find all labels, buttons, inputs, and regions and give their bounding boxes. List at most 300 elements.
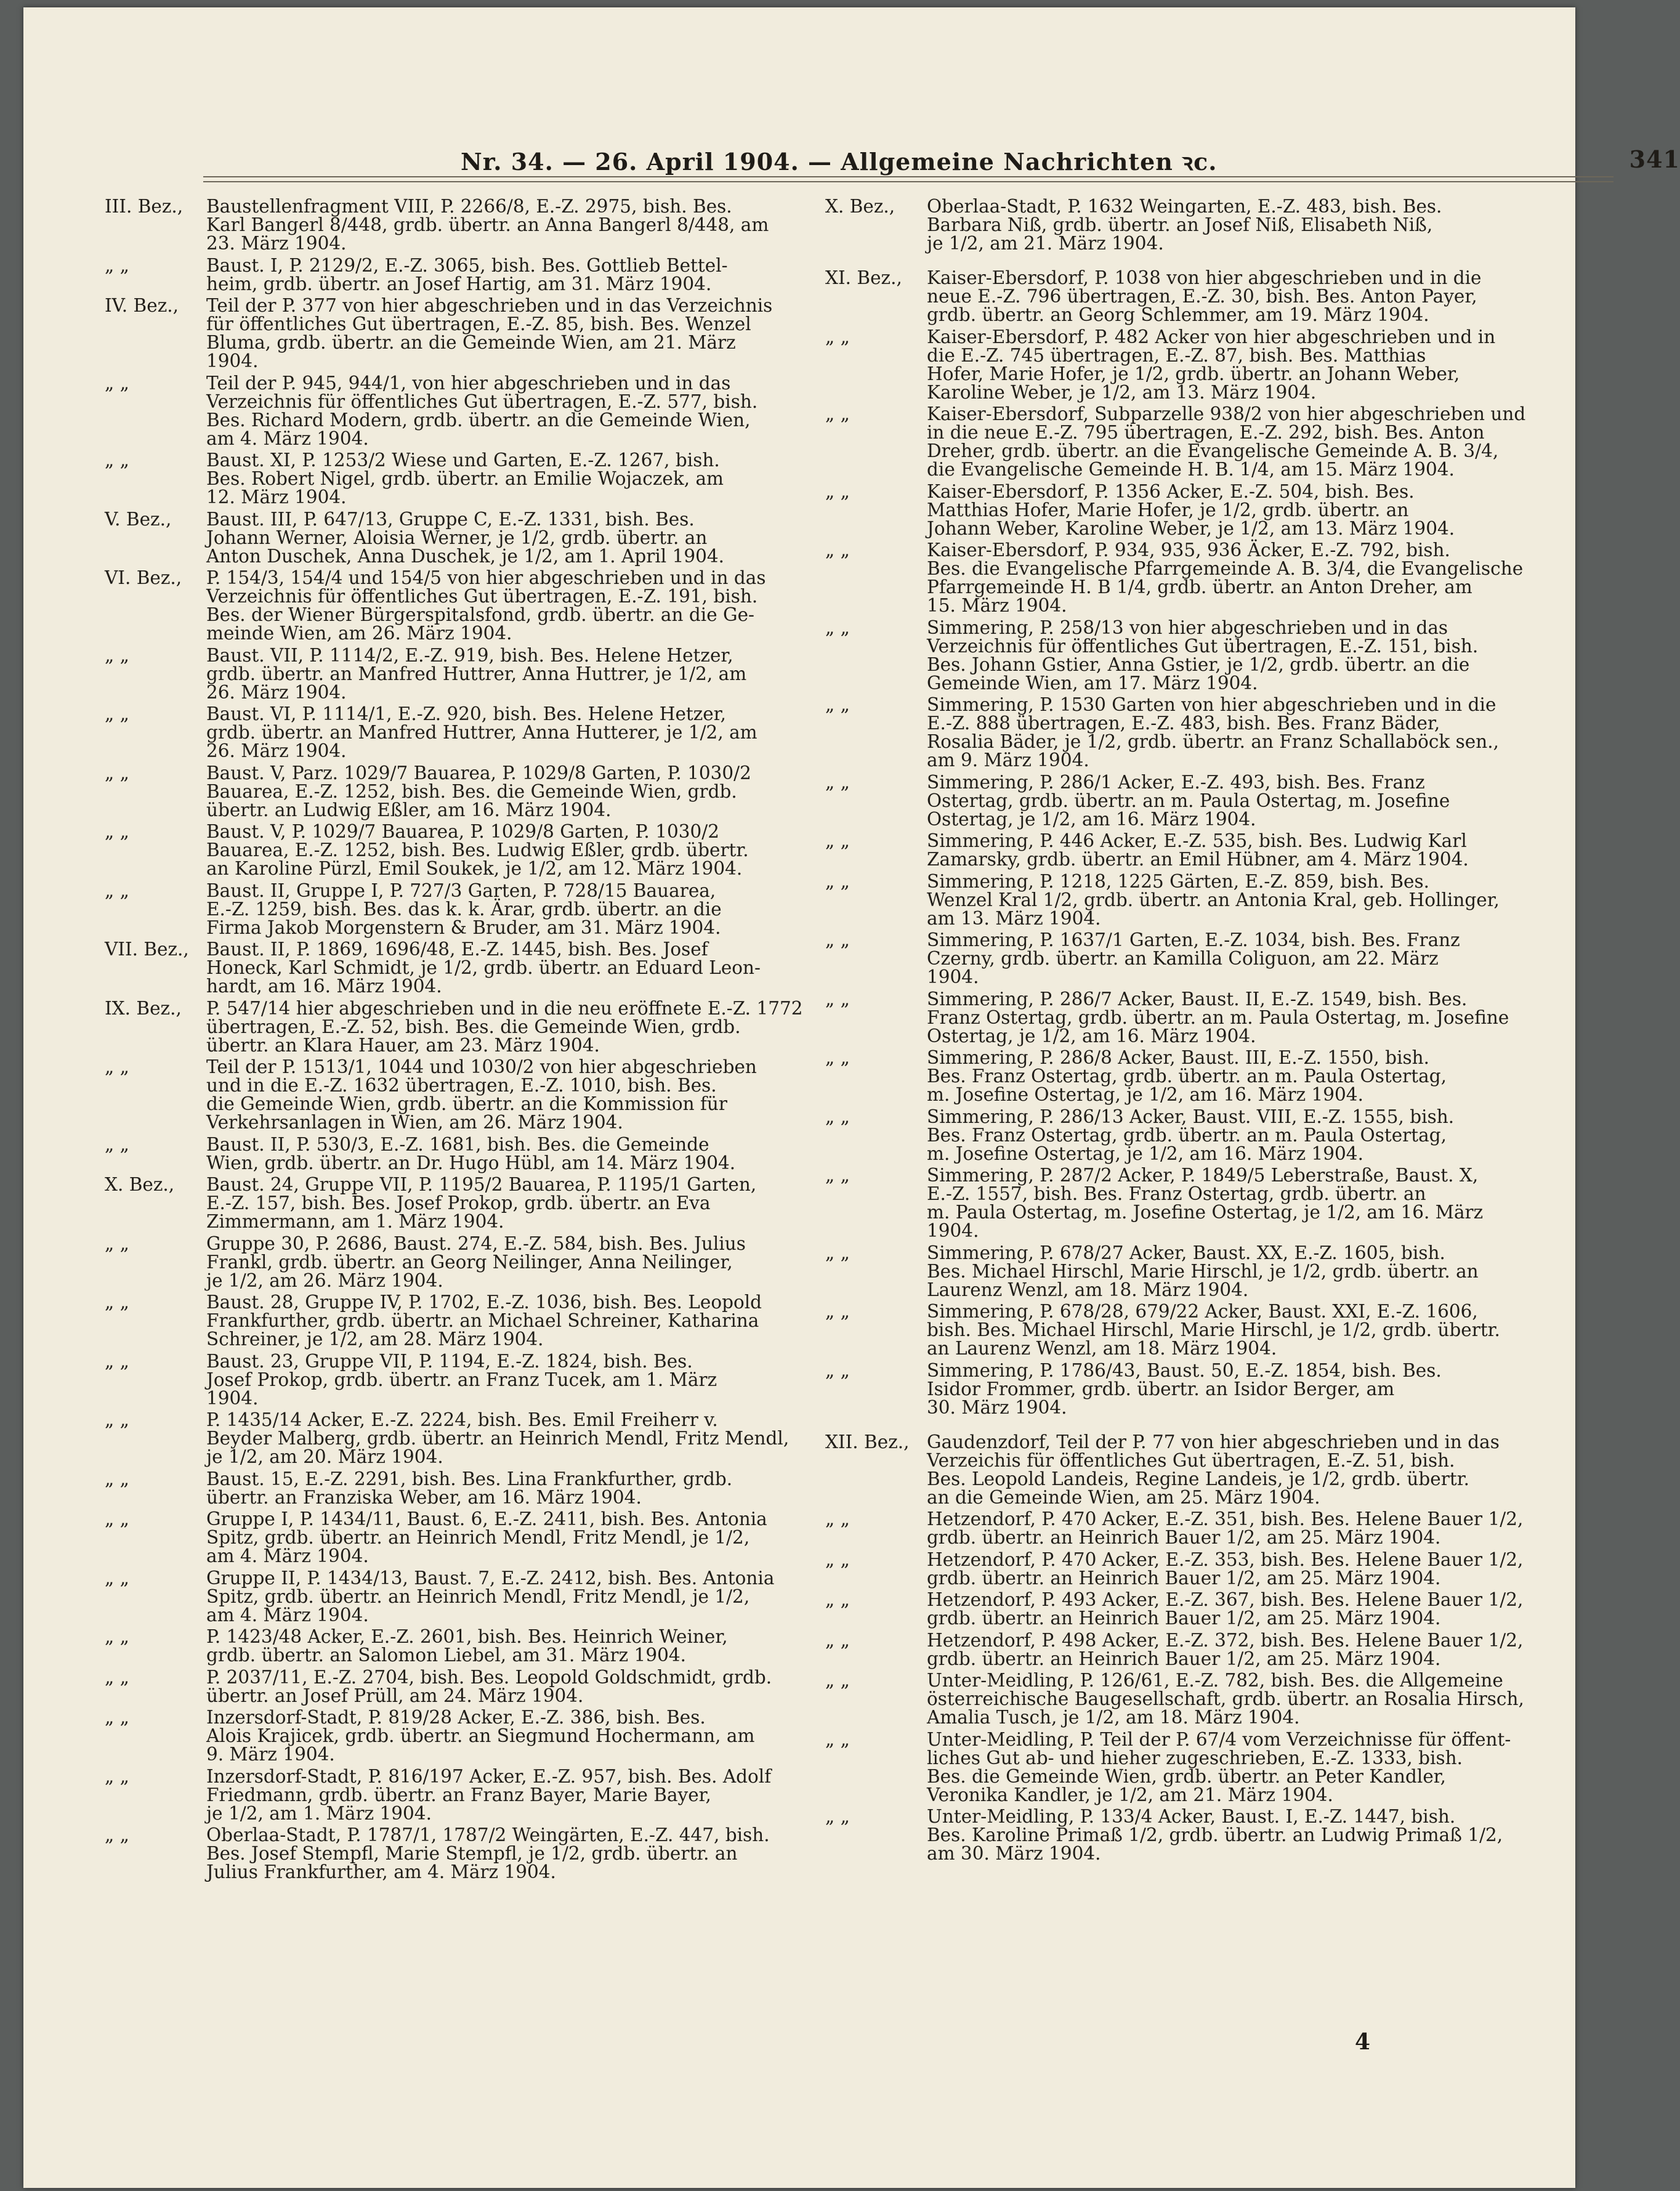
entry-line: Simmering, P. 286/13 Acker, Baust. VIII, E.-Z. 1555, bish.: [927, 1106, 1455, 1127]
entry-line: Kaiser-Ebersdorf, P. 1356 Acker, E.-Z. 504, bish. Bes.: [927, 480, 1415, 502]
entry-text: [206, 1668, 825, 1705]
entry-line: Simmering, P. 1530 Garten von hier abgeschrieben und in die: [927, 694, 1496, 715]
entry-line: Simmering, P. 678/28, 679/22 Acker, Baust. XXI, E.-Z. 1606,: [927, 1301, 1478, 1322]
register-entry: [825, 1807, 1546, 1863]
entry-line: Josef Prokop, grdb. übertr. an Franz Tucek, am 1. März: [206, 1369, 717, 1390]
district-label: „ „: [825, 540, 850, 561]
entry-text: [206, 1767, 825, 1823]
entry-line: P. 547/14 hier abgeschrieben und in die neu eröffnete E.-Z. 1772: [206, 997, 803, 1019]
district-label: VI. Bez.,: [105, 567, 182, 588]
register-entry: [105, 1293, 825, 1348]
district-label: „ „: [105, 1707, 129, 1728]
entry-line: übertr. an Franziska Weber, am 16. März 1904.: [206, 1486, 642, 1508]
entry-text: [206, 1058, 825, 1132]
entry-line: Simmering, P. 446 Acker, E.-Z. 535, bish. Bes. Ludwig Karl: [927, 830, 1467, 851]
district-label: X. Bez.,: [105, 1174, 175, 1195]
entry-line: Unter-Meidling, P. 133/4 Acker, Baust. I, E.-Z. 1447, bish.: [927, 1806, 1456, 1827]
entry-line: Kaiser-Ebersdorf, P. 482 Acker von hier abgeschrieben und in: [927, 326, 1496, 347]
entry-line: Baust. 28, Gruppe IV, P. 1702, E.-Z. 1036, bish. Bes. Leopold: [206, 1292, 762, 1313]
entry-line: österreichische Baugesellschaft, grdb. übertr. an Rosalia Hirsch,: [927, 1688, 1524, 1709]
entry-line: Bluma, grdb. übertr. an die Gemeinde Wien, am 21. März: [206, 332, 736, 353]
entry-line: Bes. Johann Gstier, Anna Gstier, je 1/2, grdb. übertr. an die: [927, 654, 1470, 675]
register-entry: [825, 1166, 1546, 1240]
register-entry: [105, 296, 825, 370]
entry-line: Baust. 15, E.-Z. 2291, bish. Bes. Lina Frankfurther, grdb.: [206, 1468, 733, 1489]
entry-line: meinde Wien, am 26. März 1904.: [206, 623, 512, 644]
entry-text: [927, 832, 1546, 869]
district-label: „ „: [825, 1549, 850, 1570]
entry-text: [206, 197, 825, 253]
entry-line: grdb. übertr. an Manfred Huttrer, Anna Hutterer, je 1/2, am: [206, 722, 757, 743]
signature-number: 4: [1355, 2029, 1371, 2055]
entry-line: E.-Z. 888 übertragen, E.-Z. 483, bish. Bes. Franz Bäder,: [927, 713, 1440, 734]
entry-line: liches Gut ab- und hieher zugeschrieben, E.-Z. 1333, bish.: [927, 1747, 1463, 1768]
entry-line: an Laurenz Wenzl, am 18. März 1904.: [927, 1338, 1277, 1359]
entry-line: am 4. März 1904.: [206, 1545, 369, 1566]
register-entry: [825, 1550, 1546, 1587]
district-label: „ „: [105, 1567, 129, 1589]
entry-line: 23. März 1904.: [206, 233, 347, 254]
entry-line: Bes. Michael Hirschl, Marie Hirschl, je 1/2, grdb. übertr. an: [927, 1260, 1479, 1282]
entry-line: P. 1435/14 Acker, E.-Z. 2224, bish. Bes. Emil Freiherr v.: [206, 1409, 718, 1430]
entry-line: Bauarea, E.-Z. 1252, bish. Bes. die Gemeinde Wien, grdb.: [206, 780, 737, 802]
register-entry: [825, 1433, 1546, 1507]
entry-line: Franz Ostertag, grdb. übertr. an m. Paula Ostertag, m. Josefine: [927, 1006, 1509, 1028]
register-entry: [105, 197, 825, 253]
entry-line: Spitz, grdb. übertr. an Heinrich Mendl, Fritz Mendl, je 1/2,: [206, 1527, 750, 1548]
register-entry: [105, 1826, 825, 1881]
register-entry: [825, 1302, 1546, 1358]
district-label: „ „: [825, 1047, 850, 1068]
register-entry: [105, 1175, 825, 1231]
entry-line: am 13. März 1904.: [927, 907, 1101, 929]
register-entry: [105, 1569, 825, 1624]
entry-line: übertragen, E.-Z. 52, bish. Bes. die Gemeinde Wien, grdb.: [206, 1016, 741, 1037]
register-entry: [825, 695, 1546, 769]
entry-text: [927, 1361, 1546, 1417]
register-entry: [825, 1671, 1546, 1727]
entry-text: [927, 695, 1546, 769]
entry-line: Czerny, grdb. übertr. an Kamilla Coliguon, am 22. März: [927, 948, 1439, 969]
entry-line: Verzeichis für öffentliches Gut übertragen, E.-Z. 51, bish.: [927, 1449, 1455, 1471]
entry-line: Baust. V, P. 1029/7 Bauarea, P. 1029/8 Garten, P. 1030/2: [206, 821, 719, 842]
district-label: „ „: [825, 1359, 850, 1381]
entry-line: Bes. Richard Modern, grdb. übertr. an die Gemeinde Wien,: [206, 409, 751, 431]
entry-line: grdb. übertr. an Heinrich Bauer 1/2, am 25. März 1904.: [927, 1527, 1441, 1548]
entry-text: [206, 510, 825, 565]
entry-line: Bes. die Gemeinde Wien, grdb. übertr. an Peter Kandler,: [927, 1765, 1447, 1787]
entry-text: [927, 990, 1546, 1045]
entry-text: [206, 646, 825, 702]
district-label: „ „: [105, 1626, 129, 1647]
entry-text: [927, 1671, 1546, 1727]
entry-line: Laurenz Wenzl, am 18. März 1904.: [927, 1279, 1249, 1300]
entry-text: [206, 705, 825, 760]
district-label: „ „: [105, 644, 129, 666]
entry-line: Hetzendorf, P. 498 Acker, E.-Z. 372, bish. Bes. Helene Bauer 1/2,: [927, 1629, 1524, 1651]
entry-line: E.-Z. 1259, bish. Bes. das k. k. Ärar, grdb. übertr. an die: [206, 898, 722, 920]
entry-line: am 9. März 1904.: [927, 750, 1089, 771]
entry-line: Alois Krajicek, grdb. übertr. an Siegmund Hochermann, am: [206, 1725, 755, 1746]
district-label: „ „: [825, 870, 850, 892]
entry-text: [206, 1569, 825, 1624]
district-label: „ „: [825, 988, 850, 1010]
entry-line: die Evangelische Gemeinde H. B. 1/4, am 15. März 1904.: [927, 459, 1455, 480]
entry-text: [927, 405, 1546, 479]
entry-line: Isidor Frommer, grdb. übertr. an Isidor Berger, am: [927, 1378, 1395, 1399]
register-entry: [105, 822, 825, 878]
entry-line: m. Josefine Ostertag, je 1/2, am 16. März 1904.: [927, 1084, 1363, 1105]
entry-text: [206, 940, 825, 995]
district-label: „ „: [105, 1133, 129, 1155]
register-entry: [825, 1361, 1546, 1417]
entry-line: Inzersdorf-Stadt, P. 816/197 Acker, E.-Z. 957, bish. Bes. Adolf: [206, 1765, 772, 1787]
entry-line: Baust. XI, P. 1253/2 Wiese und Garten, E.-Z. 1267, bish.: [206, 450, 720, 471]
entry-line: in die neue E.-Z. 795 übertragen, E.-Z. 292, bish. Bes. Anton: [927, 422, 1485, 443]
district-label: „ „: [105, 1350, 129, 1372]
entry-line: Baust. V, Parz. 1029/7 Bauarea, P. 1029/8 Garten, P. 1030/2: [206, 762, 751, 784]
entry-line: Kaiser-Ebersdorf, P. 934, 935, 936 Äcker, E.-Z. 792, bish.: [927, 540, 1450, 561]
district-label: „ „: [105, 880, 129, 901]
entry-line: neue E.-Z. 796 übertragen, E.-Z. 30, bish. Bes. Anton Payer,: [927, 286, 1477, 307]
entry-line: Pfarrgemeinde H. B 1/4, grdb. übertr. an Anton Dreher, am: [927, 577, 1472, 597]
register-entry: [825, 328, 1546, 402]
entry-line: Baust. VII, P. 1114/2, E.-Z. 919, bish. Bes. Helene Hetzer,: [206, 644, 733, 666]
entry-line: an die Gemeinde Wien, am 25. März 1904.: [927, 1486, 1320, 1508]
register-entry: [105, 1627, 825, 1664]
entry-line: Hofer, Marie Hofer, je 1/2, grdb. übertr. an Johann Weber,: [927, 363, 1460, 384]
entry-line: grdb. übertr. an Salomon Liebel, am 31. März 1904.: [206, 1645, 686, 1666]
entry-line: grdb. übertr. an Heinrich Bauer 1/2, am 25. März 1904.: [927, 1608, 1441, 1629]
entry-line: m. Josefine Ostertag, je 1/2, am 16. März 1904.: [927, 1143, 1363, 1164]
entry-line: je 1/2, am 26. März 1904.: [206, 1270, 443, 1291]
entry-line: Karl Bangerl 8/448, grdb. übertr. an Anna Bangerl 8/448, am: [206, 214, 769, 235]
entry-text: [927, 482, 1546, 538]
register-entry: [105, 1234, 825, 1290]
register-entry: [105, 510, 825, 565]
entry-line: 1904.: [927, 1220, 979, 1241]
entry-text: [927, 931, 1546, 986]
entry-line: die E.-Z. 745 übertragen, E.-Z. 87, bish. Bes. Matthias: [927, 344, 1426, 366]
page-number: 341: [1629, 145, 1680, 173]
entry-line: an Karoline Pürzl, Emil Soukek, je 1/2, am 12. März 1904.: [206, 858, 743, 879]
register-entry: [825, 1244, 1546, 1299]
register-entry: [105, 1352, 825, 1407]
entry-line: m. Paula Ostertag, m. Josefine Ostertag, je 1/2, am 16. März: [927, 1202, 1484, 1223]
entry-line: am 30. März 1904.: [927, 1843, 1101, 1864]
district-label: „ „: [825, 1589, 850, 1610]
entry-text: [927, 1631, 1546, 1668]
register-entry: [105, 646, 825, 702]
entry-text: [927, 1244, 1546, 1299]
register-entry: [825, 1048, 1546, 1104]
entry-line: Beyder Malberg, grdb. übertr. an Heinrich Mendl, Fritz Mendl,: [206, 1428, 790, 1449]
entry-line: Oberlaa-Stadt, P. 1787/1, 1787/2 Weingärten, E.-Z. 447, bish.: [206, 1824, 770, 1845]
entry-text: [927, 1550, 1546, 1587]
entry-line: grdb. übertr. an Georg Schlemmer, am 19. März 1904.: [927, 304, 1429, 325]
district-label: „ „: [825, 1728, 850, 1750]
entry-text: [206, 881, 825, 937]
district-label: „ „: [105, 372, 129, 394]
register-entry: [825, 269, 1546, 324]
entry-line: Teil der P. 1513/1, 1044 und 1030/2 von hier abgeschrieben: [206, 1056, 757, 1077]
register-entry: [825, 541, 1546, 615]
register-entry: [825, 482, 1546, 538]
register-entry: [105, 256, 825, 293]
register-entry: [105, 1411, 825, 1466]
entry-line: Gruppe 30, P. 2686, Baust. 274, E.-Z. 584, bish. Bes. Julius: [206, 1233, 746, 1254]
entry-line: übertr. an Ludwig Eßler, am 16. März 1904.: [206, 799, 612, 820]
register-entry: [825, 1590, 1546, 1627]
entry-text: [206, 1135, 825, 1172]
entry-line: 1904.: [206, 350, 259, 371]
entry-text: [206, 1293, 825, 1348]
entry-line: Baust. II, P. 530/3, E.-Z. 1681, bish. Bes. die Gemeinde: [206, 1133, 709, 1155]
entry-line: Bes. Josef Stempfl, Marie Stempfl, je 1/2, grdb. übertr. an: [206, 1843, 738, 1864]
entry-text: [927, 269, 1546, 324]
register-entry: [105, 1058, 825, 1132]
register-entry: [825, 197, 1546, 253]
register-entry: [825, 1510, 1546, 1547]
entry-line: Verzeichnis für öffentliches Gut übertragen, E.-Z. 191, bish.: [206, 586, 758, 607]
district-label: „ „: [825, 617, 850, 638]
entry-line: P. 1423/48 Acker, E.-Z. 2601, bish. Bes. Heinrich Weiner,: [206, 1626, 728, 1647]
entry-line: je 1/2, am 21. März 1904.: [927, 233, 1164, 254]
entry-text: [206, 1175, 825, 1231]
entry-line: Gaudenzdorf, Teil der P. 77 von hier abgeschrieben und in das: [927, 1431, 1500, 1452]
register-entry: [105, 764, 825, 819]
entry-text: [927, 872, 1546, 928]
register-entry: [105, 999, 825, 1055]
entry-line: Teil der P. 945, 944/1, von hier abgeschrieben und in das: [206, 372, 731, 394]
entry-line: Kaiser-Ebersdorf, Subparzelle 938/2 von hier abgeschrieben und: [927, 403, 1526, 424]
entry-line: Schreiner, je 1/2, am 28. März 1904.: [206, 1329, 544, 1350]
entry-line: Baust. II, P. 1869, 1696/48, E.-Z. 1445, bish. Bes. Josef: [206, 939, 708, 960]
entry-line: Kaiser-Ebersdorf, P. 1038 von hier abgeschrieben und in die: [927, 267, 1482, 288]
entry-line: P. 154/3, 154/4 und 154/5 von hier abgeschrieben und in das: [206, 567, 766, 588]
entry-line: E.-Z. 1557, bish. Bes. Franz Ostertag, grdb. übertr. an: [927, 1183, 1426, 1204]
register-entry: [825, 931, 1546, 986]
entry-line: übertr. an Klara Hauer, am 23. März 1904.: [206, 1034, 600, 1056]
entry-line: Hetzendorf, P. 470 Acker, E.-Z. 353, bish. Bes. Helene Bauer 1/2,: [927, 1549, 1524, 1570]
entry-text: [206, 569, 825, 642]
entry-line: Verzeichnis für öffentliches Gut übertragen, E.-Z. 577, bish.: [206, 391, 758, 412]
entry-line: 15. März 1904.: [927, 595, 1067, 616]
district-label: „ „: [825, 830, 850, 851]
entry-text: [206, 1411, 825, 1466]
register-entry: [825, 405, 1546, 479]
entry-line: Baustellenfragment VIII, P. 2266/8, E.-Z. 2975, bish. Bes.: [206, 196, 732, 217]
header-title: Nr. 34. — 26. April 1904. — Allgemeine Nachrichten ꝛc.: [461, 148, 1218, 176]
entry-line: Wien, grdb. übertr. an Dr. Hugo Hübl, am 14. März 1904.: [206, 1152, 736, 1173]
entry-line: Johann Weber, Karoline Weber, je 1/2, am 13. März 1904.: [927, 517, 1455, 539]
entry-line: übertr. an Josef Prüll, am 24. März 1904.: [206, 1685, 584, 1706]
district-label: „ „: [825, 1806, 850, 1827]
entry-text: [927, 1510, 1546, 1547]
entry-text: [927, 541, 1546, 615]
entry-text: [206, 1826, 825, 1881]
district-label: VII. Bez.,: [105, 939, 189, 960]
register-entry: [105, 881, 825, 937]
register-entry: [825, 832, 1546, 869]
entry-line: Matthias Hofer, Marie Hofer, je 1/2, grdb. übertr. an: [927, 499, 1409, 520]
entry-line: Hetzendorf, P. 493 Acker, E.-Z. 367, bish. Bes. Helene Bauer 1/2,: [927, 1589, 1524, 1610]
entry-line: grdb. übertr. an Heinrich Bauer 1/2, am 25. März 1904.: [927, 1567, 1441, 1589]
entry-text: [206, 999, 825, 1055]
register-entry: [105, 569, 825, 642]
district-label: „ „: [825, 694, 850, 715]
district-label: V. Bez.,: [105, 508, 172, 530]
entry-text: [927, 1048, 1546, 1104]
register-entry: [105, 705, 825, 760]
district-label: „ „: [825, 1165, 850, 1186]
entry-line: Baust. III, P. 647/13, Gruppe C, E.-Z. 1331, bish. Bes.: [206, 508, 695, 530]
entry-line: Firma Jakob Morgenstern & Bruder, am 31. März 1904.: [206, 917, 721, 938]
entry-line: Veronika Kandler, je 1/2, am 21. März 1904.: [927, 1784, 1333, 1805]
entry-line: Zamarsky, grdb. übertr. an Emil Hübner, am 4. März 1904.: [927, 849, 1469, 870]
entry-text: [927, 1730, 1546, 1804]
entry-line: Simmering, P. 678/27 Acker, Baust. XX, E.-Z. 1605, bish.: [927, 1242, 1445, 1263]
district-label: „ „: [825, 403, 850, 424]
district-label: „ „: [825, 326, 850, 347]
entry-line: Simmering, P. 286/1 Acker, E.-Z. 493, bish. Bes. Franz: [927, 771, 1425, 793]
district-label: „ „: [825, 480, 850, 502]
district-label: „ „: [825, 1629, 850, 1651]
entry-line: Baust. 24, Gruppe VII, P. 1195/2 Bauarea, P. 1195/1 Garten,: [206, 1174, 757, 1195]
entry-line: Unter-Meidling, P. 126/61, E.-Z. 782, bish. Bes. die Allgemeine: [927, 1670, 1503, 1691]
register-entry: [105, 1135, 825, 1172]
register-entry: [825, 990, 1546, 1045]
entry-line: bish. Bes. Michael Hirschl, Marie Hirschl, je 1/2, grdb. übertr.: [927, 1319, 1500, 1340]
entry-line: je 1/2, am 20. März 1904.: [206, 1446, 443, 1467]
entry-line: Simmering, P. 287/2 Acker, P. 1849/5 Leberstraße, Baust. X,: [927, 1165, 1479, 1186]
entry-line: Simmering, P. 286/8 Acker, Baust. III, E.-Z. 1550, bish.: [927, 1047, 1430, 1068]
entry-text: [927, 1166, 1546, 1240]
entry-line: Friedmann, grdb. übertr. an Franz Bayer, Marie Bayer,: [206, 1784, 711, 1805]
entry-text: [206, 1708, 825, 1764]
entry-text: [927, 773, 1546, 828]
register-entry: [105, 940, 825, 995]
district-label: „ „: [105, 1409, 129, 1430]
register-entry: [825, 618, 1546, 692]
entry-line: Zimmermann, am 1. März 1904.: [206, 1211, 504, 1232]
entry-line: und in die E.-Z. 1632 übertragen, E.-Z. 1010, bish. Bes.: [206, 1075, 717, 1096]
entry-line: Bes. Franz Ostertag, grdb. übertr. an m. Paula Ostertag,: [927, 1124, 1447, 1146]
entry-line: Gruppe I, P. 1434/11, Baust. 6, E.-Z. 2411, bish. Bes. Antonia: [206, 1509, 767, 1529]
entry-line: Hetzendorf, P. 470 Acker, E.-Z. 351, bish. Bes. Helene Bauer 1/2,: [927, 1509, 1524, 1529]
entry-line: 26. März 1904.: [206, 681, 347, 703]
entry-line: Rosalia Bäder, je 1/2, grdb. übertr. an Franz Schallaböck sen.,: [927, 731, 1499, 752]
district-label: IX. Bez.,: [105, 997, 182, 1019]
entry-text: [927, 1302, 1546, 1358]
entry-line: die Gemeinde Wien, grdb. übertr. an die Kommission für: [206, 1093, 728, 1114]
entry-line: Bes. Leopold Landeis, Regine Landeis, je 1/2, grdb. übertr.: [927, 1468, 1469, 1489]
district-label: „ „: [105, 703, 129, 724]
entry-line: Verzeichnis für öffentliches Gut übertragen, E.-Z. 151, bish.: [927, 635, 1479, 657]
register-entry: [105, 1470, 825, 1507]
entry-line: am 4. März 1904.: [206, 1604, 369, 1626]
register-entry: [105, 1708, 825, 1764]
entry-text: [206, 1352, 825, 1407]
district-label: „ „: [105, 1468, 129, 1489]
district-label: „ „: [105, 1666, 129, 1688]
district-label: „ „: [105, 762, 129, 784]
entry-line: je 1/2, am 1. März 1904.: [206, 1802, 432, 1824]
entry-text: [206, 374, 825, 448]
entry-text: [927, 1433, 1546, 1507]
page-header: [454, 142, 1680, 179]
entry-line: Bes. die Evangelische Pfarrgemeinde A. B. 3/4, die Evangelische: [927, 558, 1524, 579]
entry-text: [927, 328, 1546, 402]
entry-line: Anton Duschek, Anna Duschek, je 1/2, am 1. April 1904.: [206, 545, 725, 567]
district-label: „ „: [825, 1106, 850, 1127]
entry-line: Baust. 23, Gruppe VII, P. 1194, E.-Z. 1824, bish. Bes.: [206, 1350, 693, 1372]
entry-text: [927, 1108, 1546, 1163]
entry-line: Simmering, P. 286/7 Acker, Baust. II, E.-Z. 1549, bish. Bes.: [927, 988, 1468, 1010]
register-entry: [105, 374, 825, 448]
entry-line: Unter-Meidling, P. Teil der P. 67/4 vom Verzeichnisse für öffent-: [927, 1728, 1511, 1750]
register-entry: [825, 1631, 1546, 1668]
right-column: [825, 197, 1546, 1866]
entry-line: Simmering, P. 1786/43, Baust. 50, E.-Z. 1854, bish. Bes.: [927, 1359, 1442, 1381]
district-label: „ „: [825, 771, 850, 793]
entry-line: Bes. der Wiener Bürgerspitalsfond, grdb. übertr. an die Ge-: [206, 604, 755, 625]
district-label: X. Bez.,: [825, 196, 895, 217]
entry-line: Frankfurther, grdb. übertr. an Michael Schreiner, Katharina: [206, 1310, 759, 1331]
entry-line: E.-Z. 157, bish. Bes. Josef Prokop, grdb. übertr. an Eva: [206, 1193, 711, 1213]
entry-line: Baust. I, P. 2129/2, E.-Z. 3065, bish. Bes. Gottlieb Bettel-: [206, 254, 728, 276]
entry-line: Julius Frankfurther, am 4. März 1904.: [206, 1861, 556, 1882]
entry-line: Simmering, P. 1218, 1225 Gärten, E.-Z. 859, bish. Bes.: [927, 870, 1429, 892]
entry-line: 1904.: [927, 966, 979, 987]
entry-text: [206, 1510, 825, 1565]
entry-line: 1904.: [206, 1387, 259, 1409]
entry-line: Bes. Franz Ostertag, grdb. übertr. an m. Paula Ostertag,: [927, 1066, 1447, 1087]
entry-line: Oberlaa-Stadt, P. 1632 Weingarten, E.-Z. 483, bish. Bes.: [927, 196, 1442, 217]
register-entry: [825, 1730, 1546, 1804]
entry-line: Verkehrsanlagen in Wien, am 26. März 1904.: [206, 1112, 623, 1133]
entry-text: [206, 451, 825, 506]
district-label: IV. Bez.,: [105, 295, 179, 316]
entry-line: Spitz, grdb. übertr. an Heinrich Mendl, Fritz Mendl, je 1/2,: [206, 1586, 750, 1607]
entry-text: [206, 296, 825, 370]
entry-line: Amalia Tusch, je 1/2, am 18. März 1904.: [927, 1707, 1300, 1728]
entry-line: Ostertag, grdb. übertr. an m. Paula Ostertag, m. Josefine: [927, 790, 1450, 811]
entry-line: am 4. März 1904.: [206, 427, 369, 449]
district-label: „ „: [105, 1824, 129, 1845]
register-entry: [105, 1767, 825, 1823]
entry-text: [927, 1590, 1546, 1627]
district-label: „ „: [105, 1765, 129, 1787]
entry-line: Simmering, P. 258/13 von hier abgeschrieben und in das: [927, 617, 1448, 638]
entry-text: [206, 764, 825, 819]
entry-line: Baust. VI, P. 1114/1, E.-Z. 920, bish. Bes. Helene Hetzer,: [206, 703, 726, 724]
register-entry: [105, 451, 825, 506]
district-label: „ „: [825, 1242, 850, 1263]
district-label: „ „: [105, 450, 129, 471]
entry-text: [206, 256, 825, 293]
district-label: „ „: [825, 1670, 850, 1691]
entry-line: Wenzel Kral 1/2, grdb. übertr. an Antonia Kral, geb. Hollinger,: [927, 889, 1500, 910]
entry-text: [927, 1807, 1546, 1863]
entry-line: heim, grdb. übertr. an Josef Hartig, am 31. März 1904.: [206, 273, 712, 294]
entry-line: Honeck, Karl Schmidt, je 1/2, grdb. übertr. an Eduard Leon-: [206, 957, 761, 978]
entry-line: Inzersdorf-Stadt, P. 819/28 Acker, E.-Z. 386, bish. Bes.: [206, 1707, 706, 1728]
register-entry: [825, 773, 1546, 828]
entry-line: Ostertag, je 1/2, am 16. März 1904.: [927, 808, 1256, 830]
entry-line: 26. März 1904.: [206, 740, 347, 761]
entry-line: Gruppe II, P. 1434/13, Baust. 7, E.-Z. 2412, bish. Bes. Antonia: [206, 1567, 775, 1589]
